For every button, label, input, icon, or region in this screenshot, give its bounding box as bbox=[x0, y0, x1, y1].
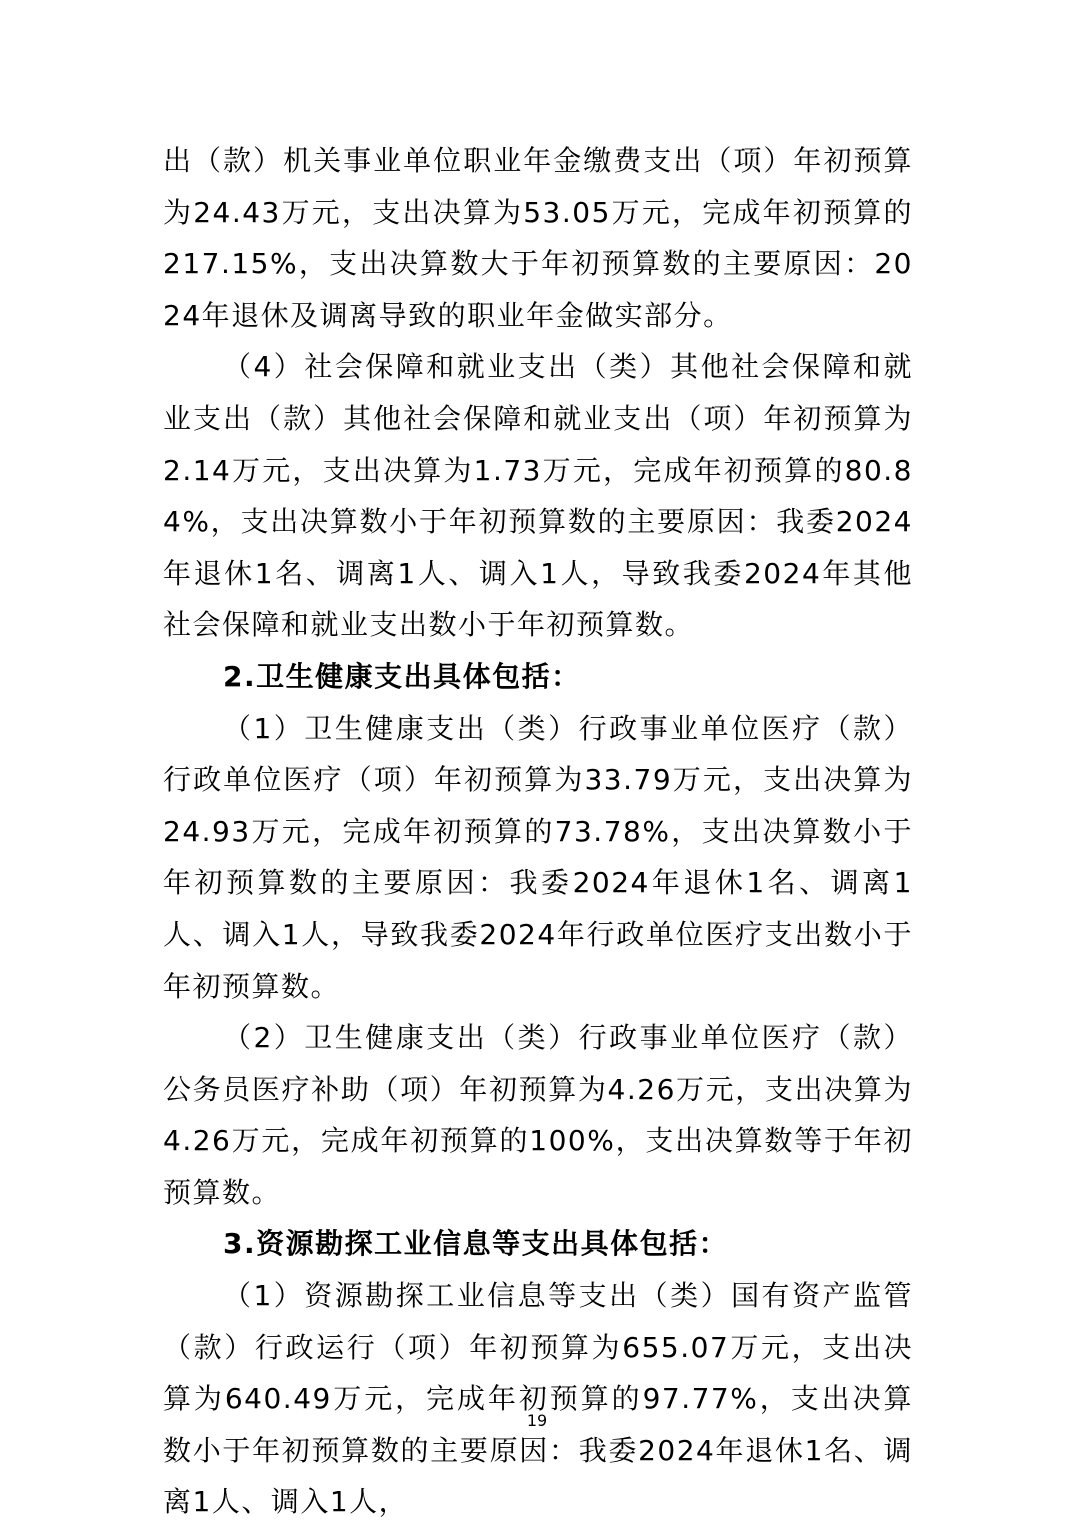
paragraph-resources-admin-operation: （1）资源勘探工业信息等支出（类）国有资产监管（款）行政运行（项）年初预算为655.07万元，支出决算为640.49万元，完成年初预算的97.77%，支出决算数小于年初预算数的主要原因：我委2024年退休1名、调离1人、调入1人， bbox=[163, 1279, 913, 1519]
document-body bbox=[163, 135, 913, 1528]
paragraph-pension-continuation: 出（款）机关事业单位职业年金缴费支出（项）年初预算为24.43万元，支出决算为53.05万元，完成年初预算的217.15%，支出决算数大于年初预算数的主要原因：2024年退休及调离导致的职业年金做实部分。 bbox=[163, 144, 913, 332]
section-heading-health: 2.卫生健康支出具体包括： bbox=[223, 659, 581, 693]
paragraph-health-admin-medical: （1）卫生健康支出（类）行政事业单位医疗（款）行政单位医疗（项）年初预算为33.79万元，支出决算为24.93万元，完成年初预算的73.78%，支出决算数小于年初预算数的主要原因：我委2024年退休1名、调离1人、调入1人，导致我委2024年行政单位医疗支出数小于年初预算数。 bbox=[163, 711, 913, 1003]
paragraph-health-civil-servant-subsidy: （2）卫生健康支出（类）行政事业单位医疗（款）公务员医疗补助（项）年初预算为4.26万元，支出决算为4.26万元，完成年初预算的100%，支出决算数等于年初预算数。 bbox=[163, 1021, 913, 1209]
section-heading-resources: 3.资源勘探工业信息等支出具体包括： bbox=[223, 1227, 729, 1261]
page-number: 19 bbox=[526, 1411, 548, 1430]
paragraph-social-security-other: （4）社会保障和就业支出（类）其他社会保障和就业支出（款）其他社会保障和就业支出（项）年初预算为2.14万元，支出决算为1.73万元，完成年初预算的80.84%，支出决算数小于年初预算数的主要原因：我委2024年退休1名、调离1人、调入1人，导致我委2024年其他社会保障和就业支出数小于年初预算数。 bbox=[163, 350, 913, 642]
